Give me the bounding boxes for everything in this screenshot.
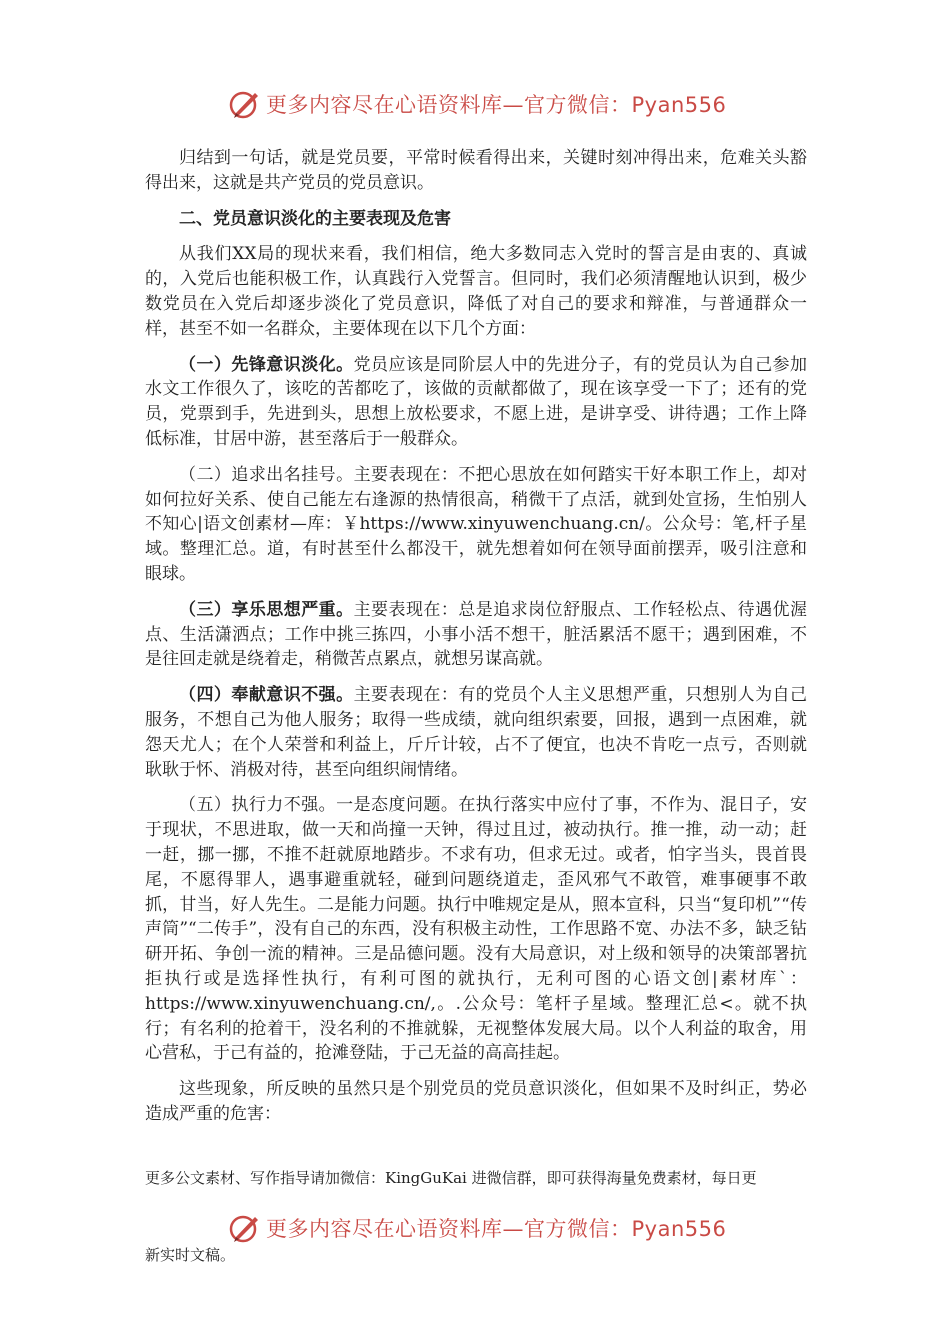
footer-banner bbox=[228, 1208, 748, 1248]
document-body bbox=[145, 146, 807, 1133]
subheading-dedication: （四）奉献意识不强。 bbox=[179, 685, 354, 706]
banner-text: 更多内容尽在心语资料库—官方微信：Pyan556 bbox=[266, 1217, 727, 1241]
footer-note: 更多公文素材、写作指导请加微信：KingGuKai 进微信群，即可获得海量免费素材，每日更 bbox=[145, 1169, 757, 1187]
body-vanguard: 党员应该是同阶层人中的先进分子，有的党员认为自己参加水文工作很久了，该吃的苦都吃了，该做的贡献都做了，现在该享受一下了；还有的党员，党票到手，先进到头，思想上放松要求，不愿上进，是讲享受、讲待遇；工作上降低标准，甘居中游，甚至落后于一般群众。 bbox=[145, 354, 808, 449]
paragraph-pleasure bbox=[145, 598, 807, 672]
paragraph-conclusion: 这些现象，所反映的虽然只是个别党员的党员意识淡化，但如果不及时纠正，势必造成严重的危害： bbox=[145, 1079, 807, 1124]
paragraph-fame: （二）追求出名挂号。主要表现在：不把心思放在如何踏实干好本职工作上，却对如何拉好关系、使自己能左右逢源的热情很高，稍微干了点活，就到处宣扬，生怕别人不知心|语文创素材—库：￥https://www.xinyuwenchuang.cn/。公众号：笔,杆子星域。整理汇总。道，有时甚至什么都没干，就先想着如何在领导面前摆弄，吸引注意和眼球。 bbox=[145, 464, 807, 584]
footer-note-continued: 新实时文稿。 bbox=[145, 1246, 236, 1264]
section-heading: 二、党员意识淡化的主要表现及危害 bbox=[179, 208, 451, 229]
paragraph-vanguard bbox=[145, 353, 807, 452]
subheading-pleasure: （三）享乐思想严重。 bbox=[179, 599, 354, 620]
pen-logo-icon bbox=[228, 87, 262, 121]
paragraph-dedication bbox=[145, 683, 807, 782]
pen-logo-icon bbox=[228, 1211, 262, 1245]
banner-text: 更多内容尽在心语资料库—官方微信：Pyan556 bbox=[266, 93, 727, 117]
body-pleasure: 主要表现在：总是追求岗位舒服点、工作轻松点、待遇优渥点、生活潇洒点；工作中挑三拣四，小事小活不想干，脏活累活不愿干；遇到困难，不是往回走就是绕着走，稍微苦点累点，就想另谋高就。 bbox=[145, 599, 808, 670]
subheading-vanguard: （一）先锋意识淡化。 bbox=[179, 354, 354, 375]
header-banner bbox=[228, 84, 748, 124]
paragraph-summary: 归结到一句话，就是党员要，平常时候看得出来，关键时刻冲得出来，危难关头豁得出来，这就是共产党员的党员意识。 bbox=[145, 148, 807, 193]
paragraph-intro: 从我们XX局的现状来看，我们相信，绝大多数同志入党时的誓言是由衷的、真诚的，入党后也能积极工作，认真践行入党誓言。但同时，我们必须清醒地认识到，极少数党员在入党后却逐步淡化了党员意识，降低了对自己的要求和辩准，与普通群众一样，甚至不如一名群众，主要体现在以下几个方面： bbox=[145, 244, 807, 339]
body-dedication: 主要表现在：有的党员个人主义思想严重，只想别人为自己服务，不想自己为他人服务；取得一些成绩，就向组织索要，回报，遇到一点困难，就怨天尤人；在个人荣誉和利益上，斤斤计较，占不了便宜，也决不肯吃一点亏，否则就耿耿于怀、消极对待，甚至向组织闹情绪。 bbox=[145, 685, 808, 780]
paragraph-execution: （五）执行力不强。一是态度问题。在执行落实中应付了事，不作为、混日子，安于现状，不思进取，做一天和尚撞一天钟，得过且过，被动执行。推一推，动一动；赶一赶，挪一挪，不推不赶就原地踏步。不求有功，但求无过。或者，怕字当头，畏首畏尾，不愿得罪人，遇事避重就轻，碰到问题绕道走，歪风邪气不敢管，难事硬事不敢抓，甘当，好人先生。二是能力问题。执行中唯规定是从，照本宣科，只当“复印机”“传声筒”“二传手”，没有自己的东西，没有积极主动性，工作思路不宽、办法不多，缺乏钻研开拓、争创一流的精神。三是品德问题。没有大局意识，对上级和领导的决策部署抗拒执行或是选择性执行，有利可图的就执行，无利可图的心语文创|素材库`：https://www.xinyuwenchuang.cn/,。.公众号：笔杆子星域。整理汇总<。就不执行；有名利的抢着干，没名利的不推就躲，无视整体发展大局。以个人利益的取舍，用心营私，于己有益的，抢滩登陆，于己无益的高高挂起。 bbox=[145, 795, 807, 1064]
